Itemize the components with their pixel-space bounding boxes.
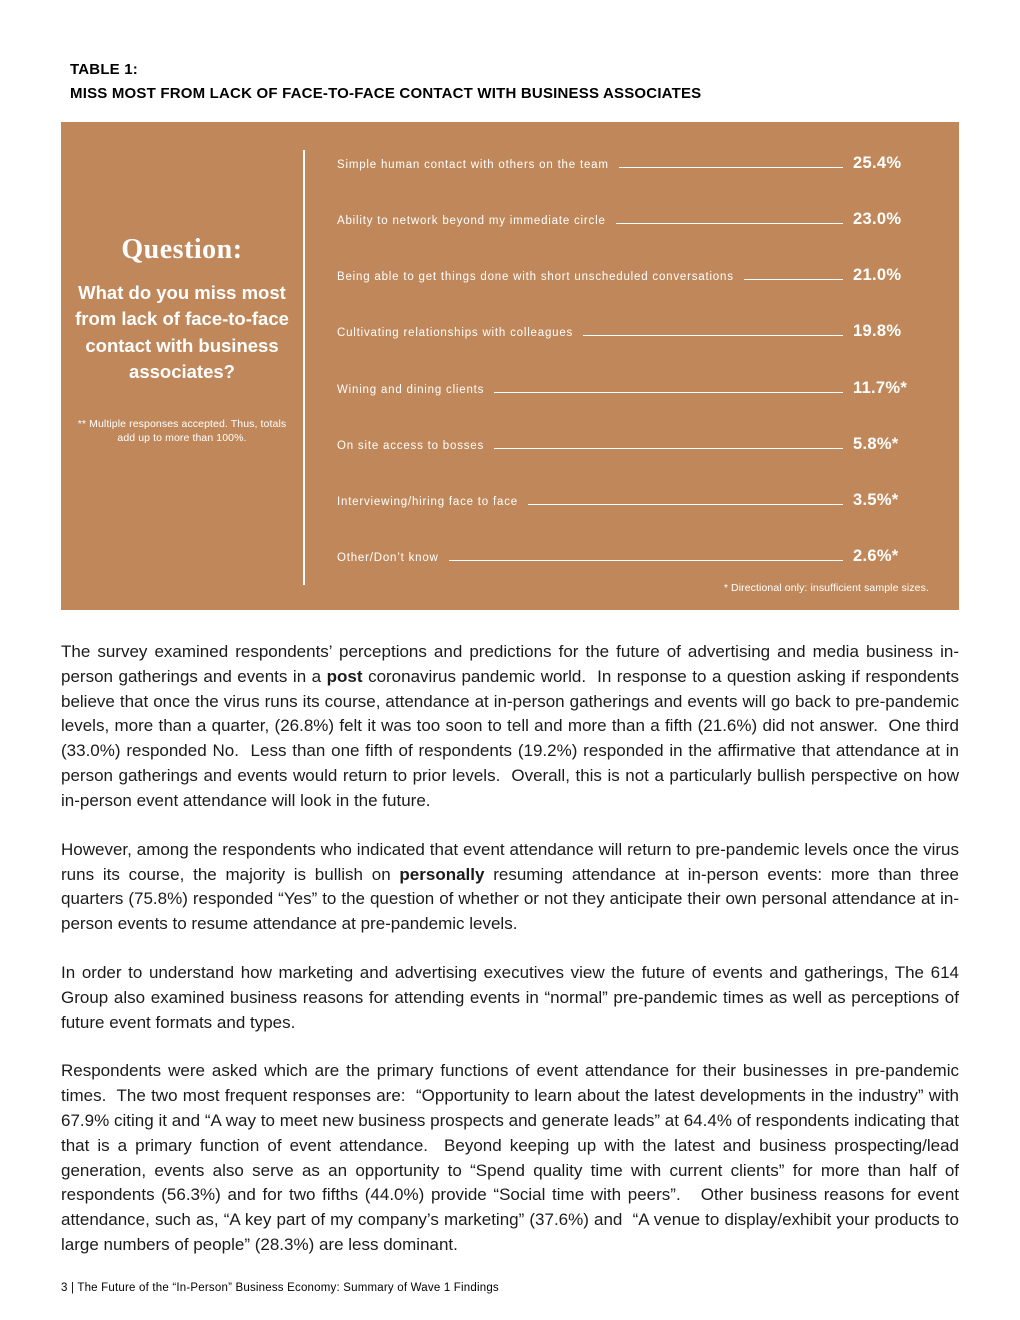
response-label: Simple human contact with others on the team [337, 159, 609, 171]
paragraph [61, 961, 964, 1035]
paragraph [61, 838, 964, 937]
emphasized-text: post [326, 666, 363, 686]
response-row [337, 491, 929, 510]
paragraph-text: coronavirus pandemic world. In response to a question asking if respondents believe that once the virus runs its course, attendance at in-person gatherings and events will go back to pre-pandemic levels, more than a quarter, (26.8%) felt it was too soon to tell and more than a fifth (21.6%) did not answer. One third (33.0%) responded No. Less than one fifth of respondents (19.2%) responded in the affirmative that attendance at in person gatherings and events would return to prior levels. Overall, this is not a particularly bullish perspective on how in-person event attendance will look in the future. [61, 666, 964, 810]
response-label: Ability to network beyond my immediate circle [337, 215, 606, 228]
response-value: 5.8%* [853, 434, 899, 453]
leader-line [494, 392, 843, 393]
response-value: 3.5%* [853, 490, 899, 509]
response-value: 11.7%* [853, 378, 908, 397]
question-text: What do you miss most from lack of face-to-face contact with business associates? [75, 282, 289, 382]
response-row [337, 210, 929, 229]
response-label: Being able to get things done with short unscheduled conversations [337, 271, 734, 284]
response-label: Other/Don’t know [337, 551, 439, 564]
leader-line [449, 560, 843, 561]
response-value: 2.6%* [853, 546, 899, 565]
paragraph [61, 1059, 964, 1258]
responses-panel [305, 122, 959, 610]
response-row [337, 154, 929, 173]
response-row [337, 379, 929, 398]
response-row [337, 435, 929, 454]
response-label: Cultivating relationships with colleagues [337, 327, 574, 340]
response-value: 25.4% [853, 154, 902, 172]
leader-line [528, 504, 843, 505]
leader-line [494, 448, 843, 449]
table-1-chart [61, 122, 959, 610]
emphasized-text: personally [399, 864, 485, 884]
paragraph-text: Respondents were asked which are the primary functions of event attendance for their businesses in pre-pandemic times. The two most frequent responses are: “Opportunity to learn about the latest developments in the industry” with 67.9% citing it and “A way to meet new business prospects and generate leads” at 64.4% of respondents indicating that that is a primary function of event attendance. Beyond keeping up with the latest and business prospecting/lead generation, events also serve as an opportunity to “Spend quality time with current clients” for more than half of respondents (56.3%) and for two fifths (44.0%) provide “Social time with peers”. Other business reasons for event attendance, such as, “A key part of my company’s marketing” (37.6%) and “A venue to display/exhibit your products to large numbers of people” (28.3%) are less dominant. [61, 1061, 964, 1255]
leader-line [744, 279, 843, 280]
leader-line [616, 223, 843, 224]
response-list [337, 148, 929, 582]
leader-line [619, 167, 843, 168]
paragraph-text: The survey examined respondents’ perceptions and predictions for the future of advertising and media business in-person gatherings and events in a [61, 642, 959, 686]
paragraph [61, 640, 964, 814]
body-text [61, 640, 964, 1282]
response-value: 23.0% [853, 210, 902, 229]
table-heading [70, 58, 959, 106]
leader-line [583, 335, 843, 336]
question-footnote: ** Multiple responses accepted. Thus, totals add up to more than 100%. [77, 418, 287, 445]
response-row [337, 547, 929, 566]
response-row [337, 266, 929, 285]
question-title: Question: [121, 234, 243, 265]
paragraph-text: In order to understand how marketing and advertising executives view the future of events and gatherings, The 614 Group also examined business reasons for attending events in “normal” pre-pandemic times as well as perceptions of future event formats and types. [61, 962, 964, 1032]
response-value: 19.8% [853, 322, 902, 341]
response-row [337, 322, 929, 341]
table-title: MISS MOST FROM LACK OF FACE-TO-FACE CONTACT WITH BUSINESS ASSOCIATES [70, 85, 702, 102]
response-value: 21.0% [853, 266, 902, 285]
response-label: On site access to bosses [337, 439, 485, 452]
response-label: Interviewing/hiring face to face [337, 495, 518, 508]
response-label: Wining and dining clients [337, 383, 485, 396]
page-footer: 3 | The Future of the “In-Person” Business Economy: Summary of Wave 1 Findings [61, 1282, 499, 1294]
paragraph-text: resuming attendance at in-person events: more than three quarters (75.8%) responded “Yes” to the question of whether or not they anticipate their own personal attendance at in-person events to resume attendance at pre-pandemic levels. [61, 864, 964, 934]
question-panel [61, 122, 303, 610]
chart-footnote: * Directional only: insufficient sample sizes. [723, 582, 929, 594]
paragraph-text: However, among the respondents who indicated that event attendance will return to pre-pandemic levels once the virus runs its course, the majority is bullish on [61, 839, 964, 884]
table-number: TABLE 1: [70, 61, 138, 78]
